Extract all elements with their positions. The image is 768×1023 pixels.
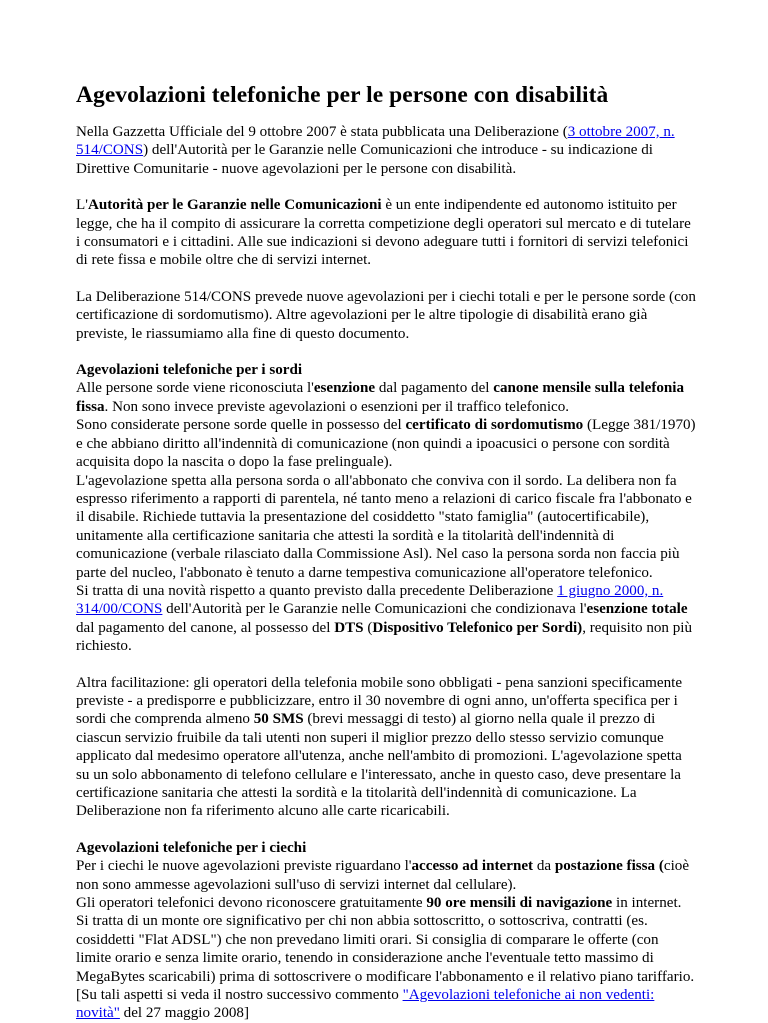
deliberation-314-link[interactable]: 1 giugno 2000, n. 314/00/CONS xyxy=(76,582,664,618)
sordi-s4b: dell'Autorità per le Garanzie nelle Comunicazioni che condizionava l' xyxy=(162,601,587,618)
ciechi-heading: Agevolazioni telefoniche per i ciechi xyxy=(76,839,307,856)
sordi-s4c: dal pagamento del canone, al possesso del xyxy=(76,619,335,636)
sordi-s2c: (Legge 381/1970) e che abbiano diritto all'indennità di comunicazione (non quindi a ipoacusici o persone con sordità acquisita dopo la nascita o dopo la fase prelinguale). xyxy=(76,417,696,471)
sordi-heading: Agevolazioni telefoniche per i sordi xyxy=(76,362,303,379)
sordi-s1c: . Non sono invece previste agevolazioni o esenzioni per il traffico telefonico. xyxy=(104,398,570,415)
sordi-s4d: ( xyxy=(363,619,373,636)
ciechi-section xyxy=(76,839,696,1023)
sordi-s2a: Sono considerate persone sorde quelle in possesso del xyxy=(76,417,406,434)
intro-paragraph xyxy=(76,123,696,178)
ciechi-c2a: Gli operatori telefonici devono riconoscere gratuitamente xyxy=(76,895,427,912)
ciechi-c1d: cioè non sono ammesse agevolazioni sull'uso di servizi internet dal cellulare). xyxy=(76,858,690,893)
delibera-paragraph: La Deliberazione 514/CONS prevede nuove agevolazioni per i ciechi totali e per le persone sorde (con certificazione di sordomutismo). Altre agevolazioni per le altre tipologie di disabilità erano già previste, le riassumiamo alla fine di questo documento. xyxy=(76,288,696,342)
sordi-dispositivo: Dispositivo Telefonico per Sordi) xyxy=(372,619,583,636)
ciechi-accesso: accesso ad internet xyxy=(411,858,534,875)
mobile-sms: 50 SMS xyxy=(253,711,304,728)
ciechi-c1b: da xyxy=(533,858,555,875)
sordi-canone: canone mensile sulla telefonia fissa xyxy=(76,380,685,415)
sordi-s3: L'agevolazione spetta alla persona sorda o all'abbonato che conviva con il sordo. La delibera non fa espresso riferimento a rapporti di parentela, né tanto meno a relazioni di carico fiscale fra l'abbonato e il disabile. Richiede tuttavia la presentazione del cosiddetto "stato famiglia" (autocertificabile), unitamente alla certificazione sanitaria che attesti la sordità e la titolarità dell'indennità di comunicazione (verbale rilasciato dalla Commissione Asl). Nel caso la persona sorda non faccia più parte del nucleo, l'abbonato è tenuto a darne tempestiva comunicazione all'operatore telefonico. xyxy=(76,472,692,581)
novita-link[interactable]: "Agevolazioni telefoniche ai non vedenti: novità" xyxy=(76,987,655,1022)
sordi-certificato: certificato di sordomutismo xyxy=(405,417,584,434)
sordi-s4e: , requisito non più richiesto. xyxy=(76,619,693,655)
sordi-s4a: Si tratta di una novità rispetto a quanto previsto dalla precedente Deliberazione xyxy=(76,582,558,599)
sordi-dts: DTS xyxy=(334,619,364,636)
ciechi-paren: ( xyxy=(655,858,664,875)
ciechi-c2c: in internet. Si tratta di un monte ore significativo per chi non abbia sottoscritto, o sottoscriva, contratti (es. cosiddetti "Flat ADSL") che non prevedano limiti orari. Si consiglia di comparare le offerte (con limite orario e senza limite orario, tenendo in considerazione anche l'eventuale tetto massimo di MegaBytes scaricabili) prima di sottoscrivere o modificare l'abbonamento e il relativo piano tariffario. [Su tali aspetti si veda il nostro successivo commento xyxy=(76,895,695,1004)
intro-text-2: ) dell'Autorità per le Garanzie nelle Comunicazioni che introduce - su indicazione di Direttive Comunitarie - nuove agevolazioni per le persone con disabilità. xyxy=(76,142,653,177)
agcom-bold: Autorità per le Garanzie nelle Comunicazioni xyxy=(87,197,382,214)
agcom-text-1: L' xyxy=(76,197,88,214)
sordi-esenzione: esenzione xyxy=(313,380,376,397)
sordi-esenzione-totale: esenzione totale xyxy=(586,601,688,618)
agcom-text-2: è un ente indipendente ed autonomo istituito per legge, che ha il compito di assicurare la corretta competizione degli operatori sul mercato e di tutelare i consumatori e i cittadini. Alle sue indicazioni si devono adeguare tutti i fornitori di servizi telefonici di rete fissa e mobile oltre che di servizi internet. xyxy=(76,197,691,269)
mobile-text-1: Altra facilitazione: gli operatori della telefonia mobile sono obbligati - pena sanzioni specificamente previste - a predisporre e pubblicizzare, entro il 30 novembre di ogni anno, un'offerta specifica per i sordi che comprenda almeno xyxy=(76,674,683,728)
ciechi-c1a: Per i ciechi le nuove agevolazioni previste riguardano l' xyxy=(76,858,412,875)
ciechi-ore: 90 ore mensili di navigazione xyxy=(426,895,613,912)
deliberation-514-link[interactable]: 3 ottobre 2007, n. 514/CONS xyxy=(76,124,675,159)
mobile-paragraph xyxy=(76,674,696,821)
sordi-s1: Alle persone sorde viene riconosciuta l' xyxy=(76,380,314,397)
page-title: Agevolazioni telefoniche per le persone con disabilità xyxy=(76,82,609,108)
ciechi-c2d: del 27 maggio 2008] xyxy=(119,1005,250,1022)
ciechi-postazione: postazione fissa xyxy=(554,858,656,875)
agcom-paragraph xyxy=(76,196,696,270)
sordi-section xyxy=(76,361,696,656)
mobile-text-2: (brevi messaggi di testo) al giorno nella quale il prezzo di ciascun servizio fruibile da tali utenti non superi il miglior prezzo dello stesso servizio comunque applicato dal medesimo operatore all'utenza, anche nell'ambito di promozioni. L'agevolazione spetta su un solo abbonamento di telefono cellulare e l'interessato, anche in questo caso, deve presentare la certificazione sanitaria che attesti la sordità e la titolarità dell'indennità di comunicazione. La Deliberazione non fa riferimento alcuno alle carte ricaricabili. xyxy=(76,711,682,820)
intro-text-1: Nella Gazzetta Ufficiale del 9 ottobre 2007 è stata pubblicata una Deliberazione ( xyxy=(76,124,568,140)
sordi-s1b: dal pagamento del xyxy=(375,380,494,397)
